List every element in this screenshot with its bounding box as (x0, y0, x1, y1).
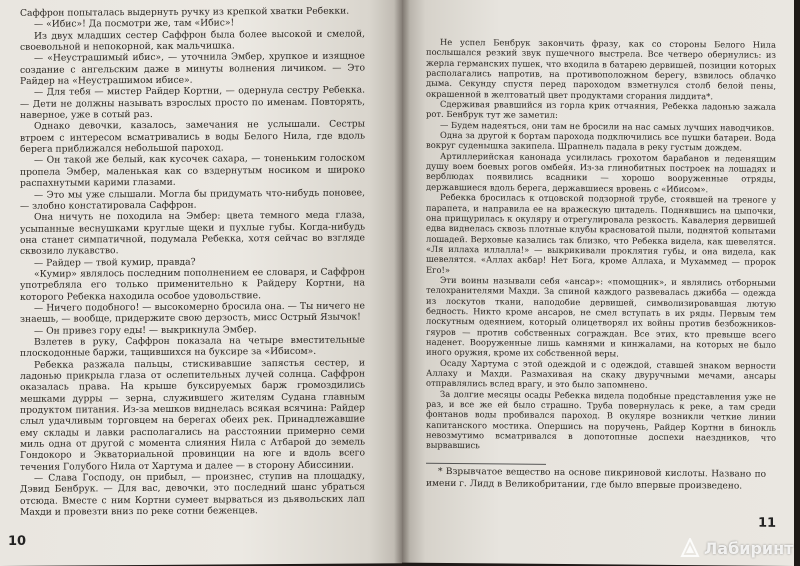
paragraph: — «Ибис»! Да посмотри же, там «Ибис»! (34, 17, 235, 31)
labirint-watermark (680, 536, 793, 560)
paragraph: Саффрон попыталась выдернуть ручку из крепкой хватки Ребекки. (20, 5, 350, 19)
left-page-text (20, 5, 365, 518)
paragraph: Ребекка разжала пальцы, стискивавшие запястья сестер, и ладонью прикрыла глаза от ослепительных лучей солнца. Саффрон оказалась права. На крыше буксируемых барж громоздились мешками дурры — зерна, служившего жителям Судана главным продуктом питания. Из-за мешков виднелась всякая всячина: Райдер слыл удачливым торговцем на берегах обеих рек. Принадлежавшие ему склады и лавки располагались на расстоянии примерно семи миль одна от другой с момента слияния Нила с Атбарой до земель Гондокоро и Экваториальной провинции на юге и вдоль всего течения Голубого Нила от Хартума и далее — в сторону Абиссинии. (20, 357, 365, 473)
paragraph: За долгие месяцы осады Ребекка видела подобные представления уже не раз, и все же ей было страшно. Труба повернулась к реке, а там среди фонтанов воды пробивался пароход. В окуляре возникли четкие линии капитанского мостика. Опершись на поручень, Райдер Кортни в бинокль невозмутимо всматривался в допотопные доспехи наездников, что вырвавшись (426, 388, 776, 451)
labirint-logo-icon (680, 538, 700, 558)
paragraph: Она ничуть не походила на Эмбер: цвета темного меда глаза, усыпанные веснушками круглые щеки и пухлые губы. Когда-нибудь она станет симпатичной, подумала Ребекка, хотя сейчас во взгляде сквозило лукавство. (20, 209, 365, 258)
paragraph: Осаду Хартума с этой одеждой и с одеждой, ставшей знаком верности Аллаху и Махди. Размахивая на скаку двуручными мечами, ансары отправлялись вслед врагу, и это было запомнено. (426, 357, 776, 391)
paragraph: Одна за другой к бортам парохода подключились все пушки батареи. Вода вокруг суденышка закипела. Шрапнель падала в реку густым дождем. (426, 130, 776, 153)
paragraph: Взлетев в руку, Саффрон показала на четыре вместительные плоскодонные баржи, тащившихся на буксире за «Ибисом». (20, 334, 365, 360)
paragraph: Артиллерийская канонада усилилась грохотом барабанов и леденящим душу воем боевых рогов омбейя. Из-за глинобитных построек на лошадях и верблюдах появились всадники — хорошо вооруженные отряды, державшиеся вдоль берега, державшиеся вровень с «Ибисом». (426, 150, 776, 195)
footnote (426, 467, 766, 493)
paragraph: Ребекка бросилась к отцовской подзорной трубе, стоявшей на треноге у парапета, и направила ее на вражескую цитадель. Поднявшись на цыпочки, она прищурилась к окуляру и отрегулировала резкость. Кавалерия дервишей едва виднелась сквозь плотные клубы красноватой пыли, поднятой копытами лошадей. Верховые казались так близко, что Ребекка видела, как шевелятся. «Ля иллаха иллалла!» — выкрикивали проклятия губы, и она видела, как шевелятся. «Аллах акбар! Нет Бога, кроме Аллаха, и Мухаммед — пророк Его!» (426, 192, 776, 275)
paragraph: — Он привез гору еды! — выкрикнула Эмбер. (34, 323, 257, 337)
page-number-right: 11 (758, 515, 777, 531)
paragraph: Сдерживая рвавшийся из горла крик отчаяния, Ребекка ладонью зажала рот. Бенбрук тут же заметил: (426, 98, 776, 121)
paragraph: — Будем надеяться, они там не бросили на нас самых лучших наводчиков. (440, 119, 775, 133)
paragraph: «Кумир» являлось последним пополнением ее словаря, и Саффрон употребляла его только применительно к Райдеру Кортни, на которого Ребекка находила особое удовольствие. (20, 266, 365, 303)
paragraph: Из двух младших сестер Саффрон была более высокой и смелой, своевольной и непокорной, как мальчишка. (20, 28, 365, 53)
footnote-rule (426, 463, 546, 465)
paragraph: — Слава Господу, он прибыл, — произнес, ступив на площадку, Дэвид Бенбрук. — Для вас, девочки, это последний шанс убраться отсюда. Вместе с ним Кортни сумеет вырваться из дьявольских лап Махди и провезти вниз по реке сотни беженцев. (20, 470, 365, 518)
paragraph: — Он такой же белый, как кусочек сахара, — тоненьким голоском пропела Эмбер, маленькая как со вздернутым носиком и широко распахнутыми карими глазами. (20, 152, 365, 190)
watermark-text: Лабиринт (704, 538, 794, 558)
cover-edge (794, 0, 800, 566)
paragraph: — Райдер — твой кумир, правда? (34, 256, 196, 269)
paragraph: — Ничего подобного! — высокомерно бросила она. — Ты ничего не знаешь, — вообще, придержите свою дерзость, мисс Острый Язычок! (20, 300, 365, 326)
paragraph: Эти воины называли себя «ансар»: «помощник», и являлись отборными телохранителями Махди. За спиной каждого развевалась джибба — одежда из лоскутов ткани, наподобие дервишей, символизировавшая лютую бедность. Никто кроме ансаров, не смел вступать в их ряды. Первым тем лоскутным одеянием, который олицетворял их войны против безбожников-гяуров — против собственных сограждан. Все этих, кто превыше всего наденет. Вооруженные лишь камнями и кинжалами, на которых не было иного оружия, кроме их собственной веры. (426, 274, 776, 359)
paragraph: — Для тебя — мистер Райдер Кортни, — одернула сестру Ребекка. — Дети не должны называть взрослых просто по именам. Повторять, наверное, уже в сотый раз. (20, 84, 365, 121)
paragraph: Однако девочки, казалось, замечания не услышали. Сестры втроем с интересом всматривались в воды Белого Нила, где вдоль берега приближался небольшой пароход. (20, 118, 365, 155)
paragraph: Не успел Бенбрук закончить фразу, как со стороны Белого Нила послышался резкий звук пушечного выстрела. Все четверо обернулись: из жерла германских пушек, что входила в батарею дервишей, позиции которых располагались напротив, на противоположном берегу, взвилось облачко дыма. Секунду спустя перед пароходом взметнулся столб белой пены, окрашенной в желтоватый цвет продуктами сгорания лиддита*. (426, 36, 776, 102)
paragraph: — Это мы уже слышали. Могла бы придумать что-нибудь поновее, — злобно констатировала Саффрон. (20, 186, 365, 212)
right-page (402, 0, 794, 566)
book-gutter (394, 0, 410, 566)
right-page-text (426, 37, 776, 454)
footnote-text: * Взрывчатое вещество на основе пикриновой кислоты. Названо по имени г. Лидд в Великобритании, где было впервые произведено. (426, 466, 766, 492)
page-number-left: 10 (8, 533, 27, 549)
paragraph: — «Неустрашимый ибис», — уточнила Эмбер, хрупкое и изящное создание с ангельским даже в минуты волнения личиком. — Это Райдер на «Неустрашимом ибисе». (20, 50, 365, 87)
